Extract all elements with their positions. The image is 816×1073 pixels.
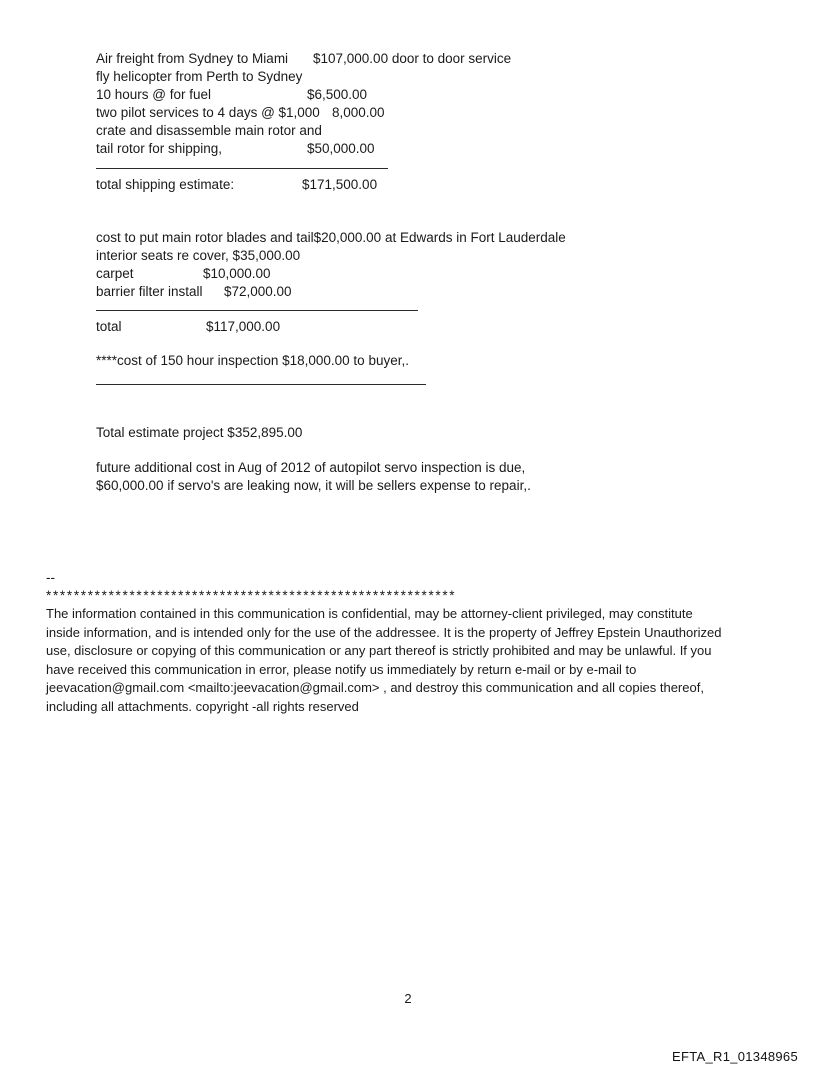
divider-line — [96, 384, 426, 385]
text-line — [46, 605, 786, 624]
line-label: two pilot services to 4 days @ $1,000 — [96, 105, 320, 120]
line-label: The information contained in this communication is confidential, may be attorney-client privileged, may constitute — [46, 606, 693, 621]
text-line — [96, 122, 786, 140]
line-amount: $6,500.00 — [307, 87, 368, 102]
text-line — [96, 68, 786, 86]
line-amount: $72,000.00 — [224, 284, 292, 299]
line-amount: $50,000.00 — [307, 141, 375, 156]
text-line — [96, 229, 786, 247]
inspection-note: ****cost of 150 hour inspection $18,000.00 to buyer,. — [96, 353, 409, 368]
text-line — [96, 459, 786, 477]
text-line — [96, 265, 786, 283]
text-line — [96, 283, 786, 301]
refit-cost-lines — [96, 229, 786, 301]
line-label: interior seats re cover, $35,000.00 — [96, 248, 301, 263]
text-line — [96, 247, 786, 265]
estimate-body — [96, 50, 786, 495]
line-label: $60,000.00 if servo's are leaking now, it will be sellers expense to repair,. — [96, 478, 531, 493]
text-line — [96, 104, 786, 122]
line-label: inside information, and is intended only for the use of the addressee. It is the property of Jeffrey Epstein Unauthorized — [46, 624, 722, 640]
text-line — [96, 50, 786, 68]
line-amount: $20,000.00 at Edwards in Fort Lauderdale — [313, 230, 566, 245]
text-line — [46, 661, 786, 680]
line-amount: 8,000.00 — [332, 105, 385, 120]
text-line — [46, 624, 786, 643]
line-amount: $107,000.00 door to door service — [313, 51, 512, 66]
future-cost-lines — [96, 459, 786, 495]
line-label: have received this communication in error, please notify us immediately by return e-mail or by e-mail to — [46, 661, 637, 677]
project-total-line: Total estimate project $352,895.00 — [96, 425, 303, 440]
page-number: 2 — [404, 991, 412, 1006]
line-label: use, disclosure or copying of this communication or any part thereof is strictly prohibited and may be unlawful. If you — [46, 643, 712, 659]
line-label: carpet — [96, 266, 134, 281]
bates-number: EFTA_R1_01348965 — [672, 1049, 798, 1064]
refit-total-amount: $117,000.00 — [206, 319, 281, 334]
line-amount: $10,000.00 — [203, 266, 271, 281]
signature-separator: -- — [46, 570, 55, 585]
line-label: tail rotor for shipping, — [96, 141, 223, 156]
shipping-total-line — [96, 176, 786, 194]
line-label: barrier filter install — [96, 284, 203, 299]
confidentiality-disclaimer — [46, 605, 786, 717]
text-line — [46, 698, 786, 717]
line-label: 10 hours @ for fuel — [96, 87, 212, 102]
line-label: including all attachments. copyright -all rights reserved — [46, 698, 359, 714]
shipping-cost-lines — [96, 50, 786, 158]
refit-total-label: total — [96, 319, 122, 334]
shipping-total-label: total shipping estimate: — [96, 177, 235, 192]
line-label: jeevacation@gmail.com <mailto:jeevacation@gmail.com> , and destroy this communication and all copies thereof, — [46, 680, 704, 696]
divider-line — [96, 310, 418, 311]
text-line — [96, 86, 786, 104]
text-line — [46, 679, 786, 698]
signature-block — [46, 569, 786, 717]
text-line — [46, 642, 786, 661]
asterisk-divider: *********************************************************** — [46, 588, 457, 603]
line-label: fly helicopter from Perth to Sydney — [96, 69, 303, 84]
refit-total-line — [96, 318, 786, 336]
divider-line — [96, 168, 388, 169]
text-line — [96, 477, 786, 495]
text-line — [96, 140, 786, 158]
line-label: future additional cost in Aug of 2012 of autopilot servo inspection is due, — [96, 460, 526, 475]
line-label: crate and disassemble main rotor and — [96, 123, 322, 138]
line-label: cost to put main rotor blades and tail — [96, 230, 314, 245]
shipping-total-amount: $171,500.00 — [302, 177, 378, 192]
line-label: Air freight from Sydney to Miami — [96, 51, 289, 66]
